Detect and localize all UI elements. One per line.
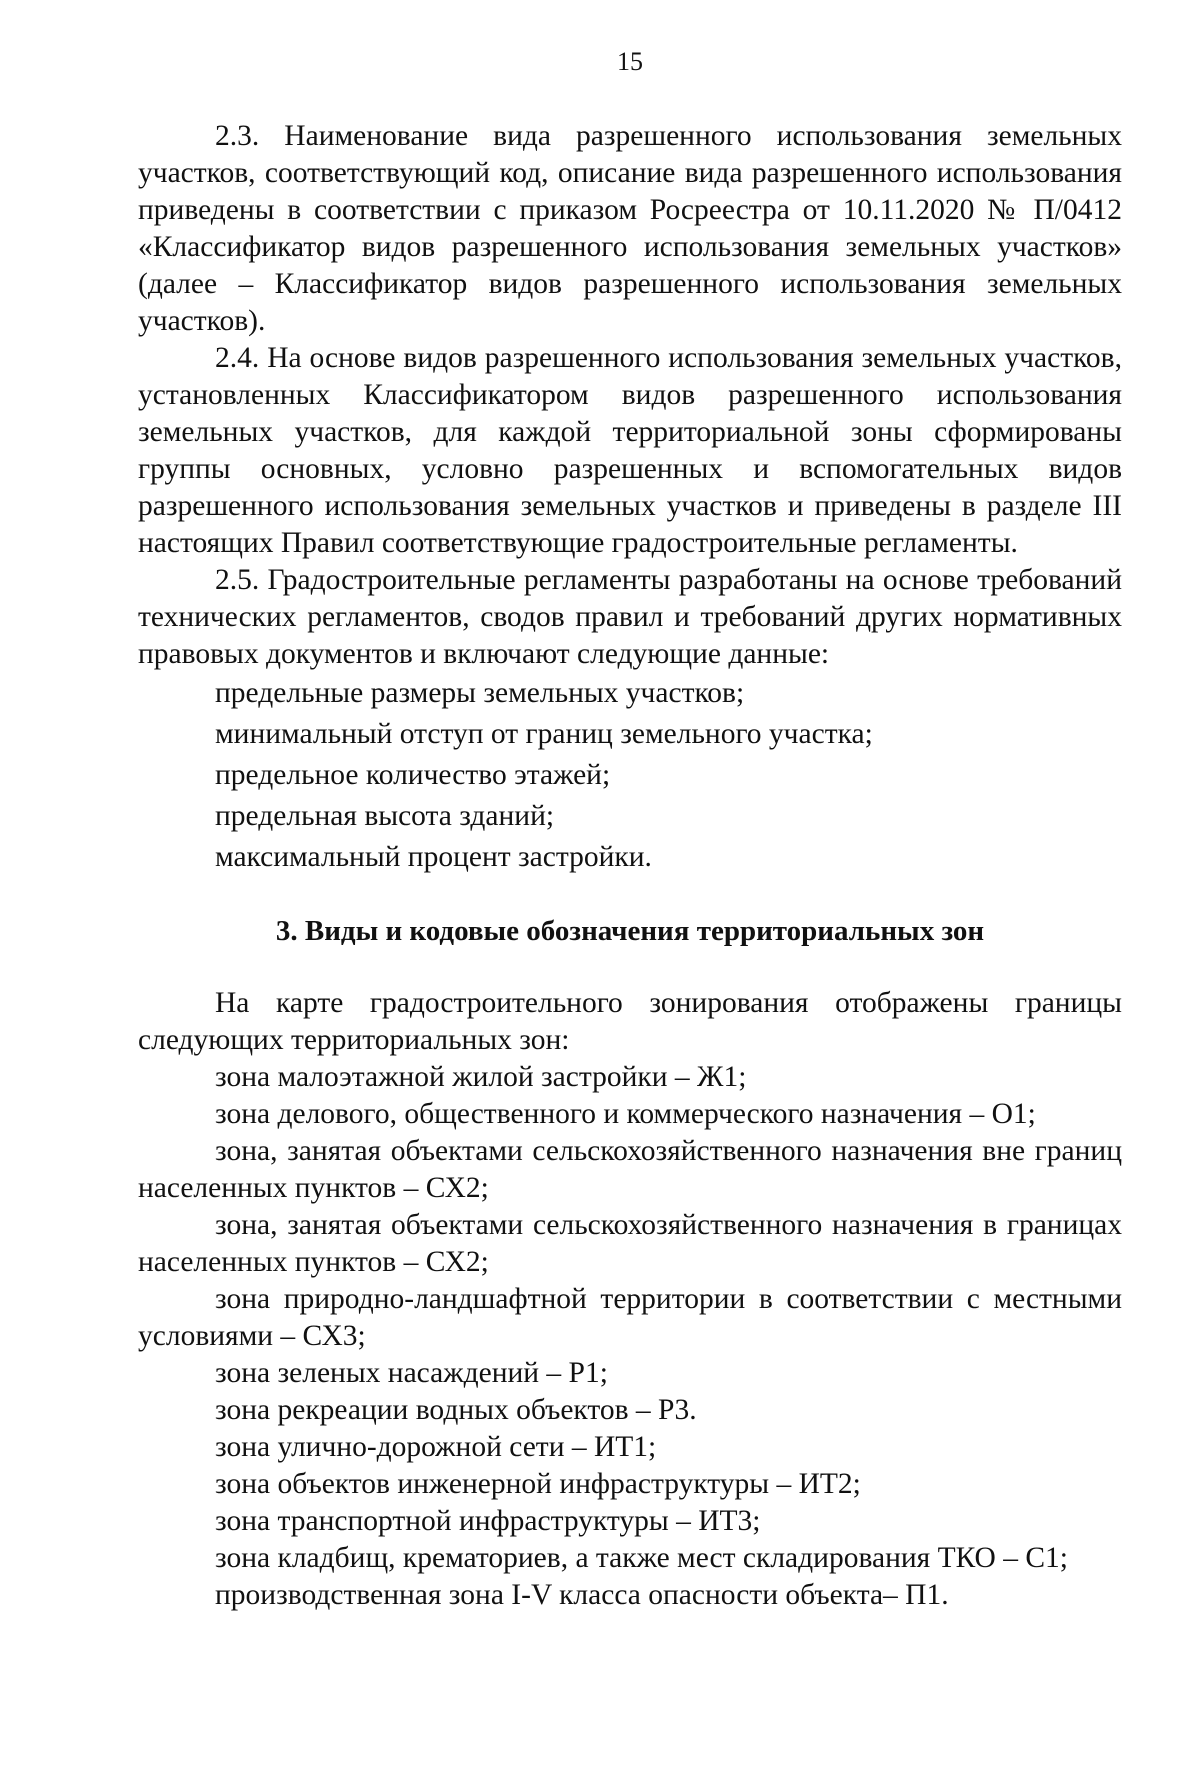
zone-list-item: зона улично-дорожной сети – ИТ1; — [215, 1431, 657, 1463]
zone-list-item: зона транспортной инфраструктуры – ИТ3; — [215, 1505, 761, 1537]
section-3-intro: На карте градостроительного зонирования отображены границы следующих территориальных зон: — [138, 987, 1122, 1056]
paragraph-2-5: 2.5. Градостроительные регламенты разработаны на основе требований технических регламентов, сводов правил и требований других нормативных правовых документов и включают следующие данные: — [138, 564, 1122, 670]
paragraph-2-4: 2.4. На основе видов разрешенного использования земельных участков, установленных Классификатором видов разрешенного использования земельных участков, для каждой территориальной зоны сформированы группы основных, условно разрешенных и вспомогательных видов разрешенного использования земельных участков и приведены в разделе III настоящих Правил соответствующие градостроительные регламенты. — [138, 342, 1122, 559]
zone-list-item: зона зеленых насаждений – Р1; — [215, 1357, 608, 1389]
data-list-item: предельная высота зданий; — [215, 800, 555, 832]
zone-list-item: зона объектов инженерной инфраструктуры – ИТ2; — [215, 1468, 861, 1500]
data-list-item: минимальный отступ от границ земельного участка; — [215, 718, 873, 750]
zone-list-item: производственная зона I-V класса опасности объекта– П1. — [215, 1579, 949, 1611]
zone-list-item: зона малоэтажной жилой застройки – Ж1; — [215, 1061, 747, 1093]
section-3-heading: 3. Виды и кодовые обозначения территориальных зон — [275, 915, 985, 947]
document-body — [138, 118, 1122, 1614]
zone-list-item: зона, занятая объектами сельскохозяйственного назначения вне границ населенных пунктов – СХ2; — [138, 1135, 1122, 1204]
data-list-item: предельное количество этажей; — [215, 759, 611, 791]
paragraph-2-3: 2.3. Наименование вида разрешенного использования земельных участков, соответствующий код, описание вида разрешенного использования приведены в соответствии с приказом Росреестра от 10.11.2020 № П/0412 «Классификатор видов разрешенного использования земельных участков» (далее – Классификатор видов разрешенного использования земельных участков). — [138, 120, 1122, 337]
zone-list-item: зона делового, общественного и коммерческого назначения – О1; — [215, 1098, 1036, 1130]
zone-list-item: зона кладбищ, крематориев, а также мест складирования ТКО – С1; — [215, 1542, 1068, 1574]
data-list-item: предельные размеры земельных участков; — [215, 677, 745, 709]
data-list-item: максимальный процент застройки. — [215, 841, 652, 873]
zone-list-item: зона рекреации водных объектов – Р3. — [215, 1394, 697, 1426]
zone-list-item: зона, занятая объектами сельскохозяйственного назначения в границах населенных пунктов – СХ2; — [138, 1209, 1122, 1278]
zone-list-item: зона природно-ландшафтной территории в соответствии с местными условиями – СХ3; — [138, 1283, 1122, 1352]
page-number: 15 — [617, 47, 643, 76]
